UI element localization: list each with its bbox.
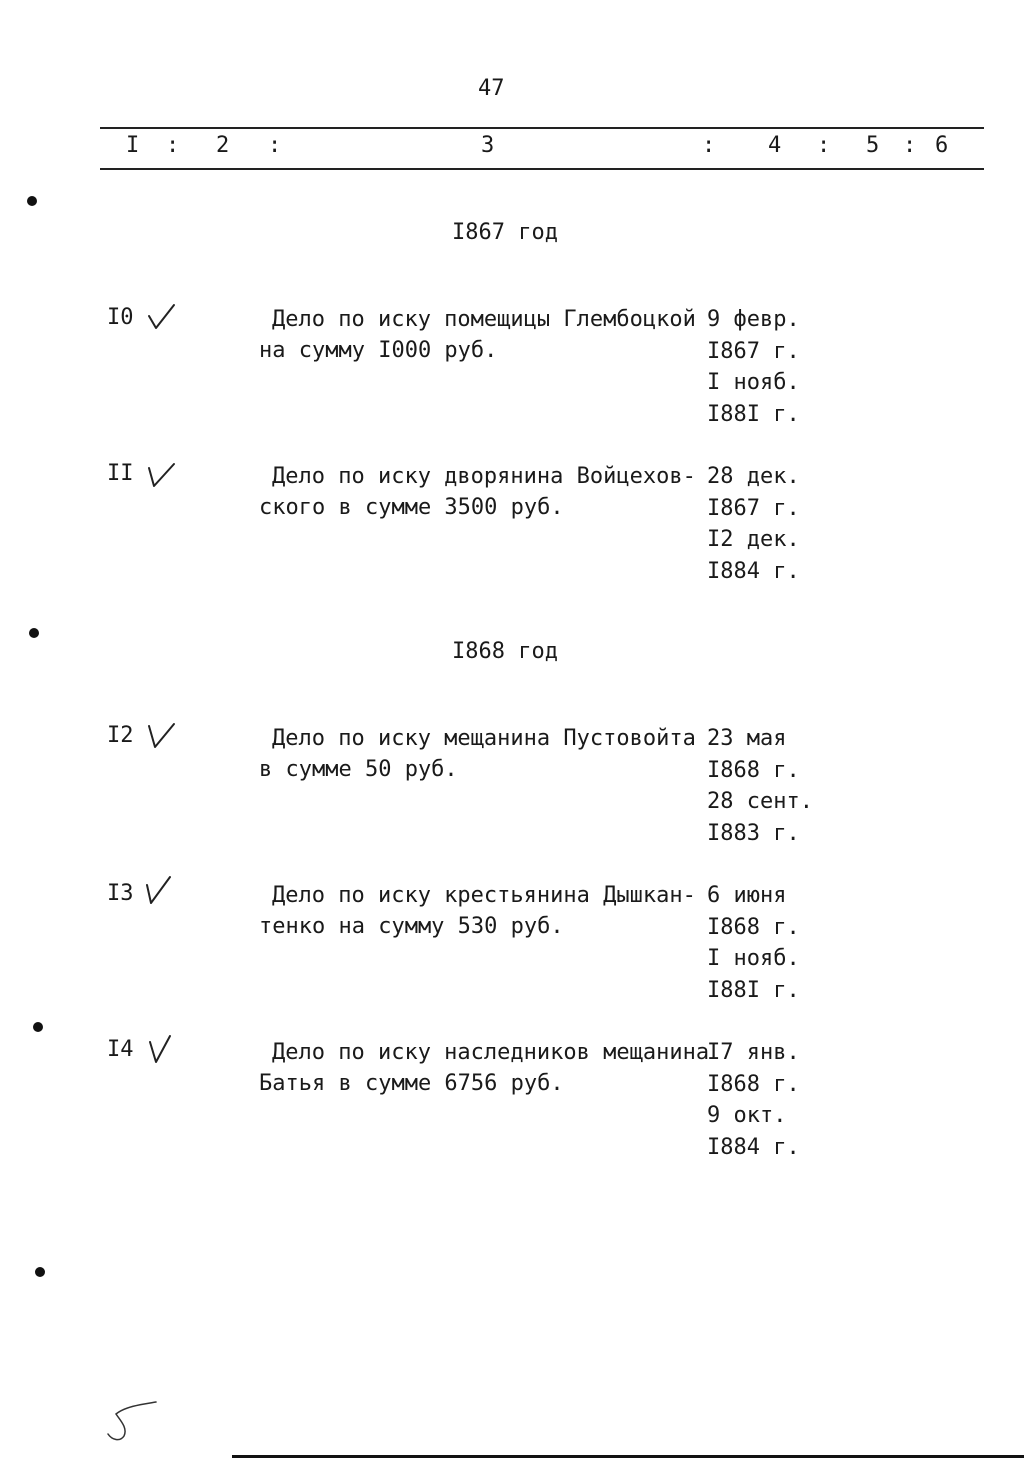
column-header-1: I (126, 133, 140, 158)
header-bottom-rule (100, 168, 984, 170)
date-line: I867 г. (707, 495, 800, 521)
date-line: I88I г. (707, 401, 800, 427)
entry-description (259, 880, 696, 942)
column-header-6: 6 (935, 133, 949, 158)
column-header-2: 2 (216, 133, 230, 158)
date-line: 6 июня (707, 883, 787, 908)
entry-dates (707, 461, 800, 587)
entry-description (259, 723, 696, 785)
date-line: 9 окт. (707, 1103, 787, 1128)
page-number: 47 (478, 76, 505, 101)
date-line: I868 г. (707, 914, 800, 940)
year-heading-1867: I867 год (452, 220, 558, 245)
checkmark-icon (146, 720, 176, 750)
entry-number: II (107, 461, 134, 486)
column-header-4: 4 (768, 133, 782, 158)
description-line: Дело по иску мещанина Пустовойта (272, 726, 696, 751)
date-line: 9 февр. (707, 307, 800, 332)
entry-number: I3 (107, 881, 134, 906)
date-line: 28 сент. (707, 789, 813, 814)
entry-description (259, 304, 696, 366)
handwritten-mark-icon (104, 1398, 164, 1444)
description-line: ского в сумме 3500 руб. (259, 495, 564, 520)
entry-dates (707, 304, 800, 430)
entry-dates (707, 723, 813, 849)
column-separator: : (268, 133, 282, 158)
date-line: I7 янв. (707, 1040, 800, 1065)
punch-hole (35, 1267, 45, 1277)
column-separator: : (702, 133, 716, 158)
date-line: I884 г. (707, 558, 800, 584)
column-separator: : (166, 133, 180, 158)
entry-number: I0 (107, 305, 134, 330)
page-bottom-edge (232, 1455, 1024, 1458)
date-line: I867 г. (707, 338, 800, 364)
entry-description (259, 1037, 709, 1099)
description-line: в сумме 50 руб. (259, 757, 458, 782)
description-line: тенко на сумму 530 руб. (259, 914, 564, 939)
date-line: I нояб. (707, 946, 800, 971)
date-line: I884 г. (707, 1134, 800, 1160)
header-top-rule (100, 127, 984, 129)
year-heading-1868: I868 год (452, 639, 558, 664)
date-line: 28 дек. (707, 464, 800, 489)
description-line: Дело по иску помещицы Глембоцкой (272, 307, 696, 332)
date-line: I нояб. (707, 370, 800, 395)
checkmark-icon (146, 460, 176, 490)
description-line: Батья в сумме 6756 руб. (259, 1071, 564, 1096)
entry-description (259, 461, 696, 523)
date-line: I2 дек. (707, 527, 800, 552)
date-line: I883 г. (707, 820, 800, 846)
checkmark-icon (146, 1034, 176, 1064)
date-line: I868 г. (707, 757, 800, 783)
checkmark-icon (143, 875, 173, 905)
punch-hole (27, 196, 37, 206)
column-header-5: 5 (866, 133, 880, 158)
punch-hole (33, 1022, 43, 1032)
description-line: Дело по иску наследников мещанина (272, 1040, 710, 1065)
checkmark-icon (146, 302, 176, 332)
punch-hole (29, 628, 39, 638)
column-header-3: 3 (481, 133, 495, 158)
entry-dates (707, 880, 800, 1006)
entry-number: I4 (107, 1037, 134, 1062)
column-separator: : (817, 133, 831, 158)
description-line: Дело по иску крестьянина Дышкан- (272, 883, 696, 908)
entry-dates (707, 1037, 800, 1163)
date-line: I88I г. (707, 977, 800, 1003)
description-line: на сумму I000 руб. (259, 338, 498, 363)
date-line: I868 г. (707, 1071, 800, 1097)
column-separator: : (903, 133, 917, 158)
description-line: Дело по иску дворянина Войцехов- (272, 464, 696, 489)
date-line: 23 мая (707, 726, 787, 751)
entry-number: I2 (107, 723, 134, 748)
